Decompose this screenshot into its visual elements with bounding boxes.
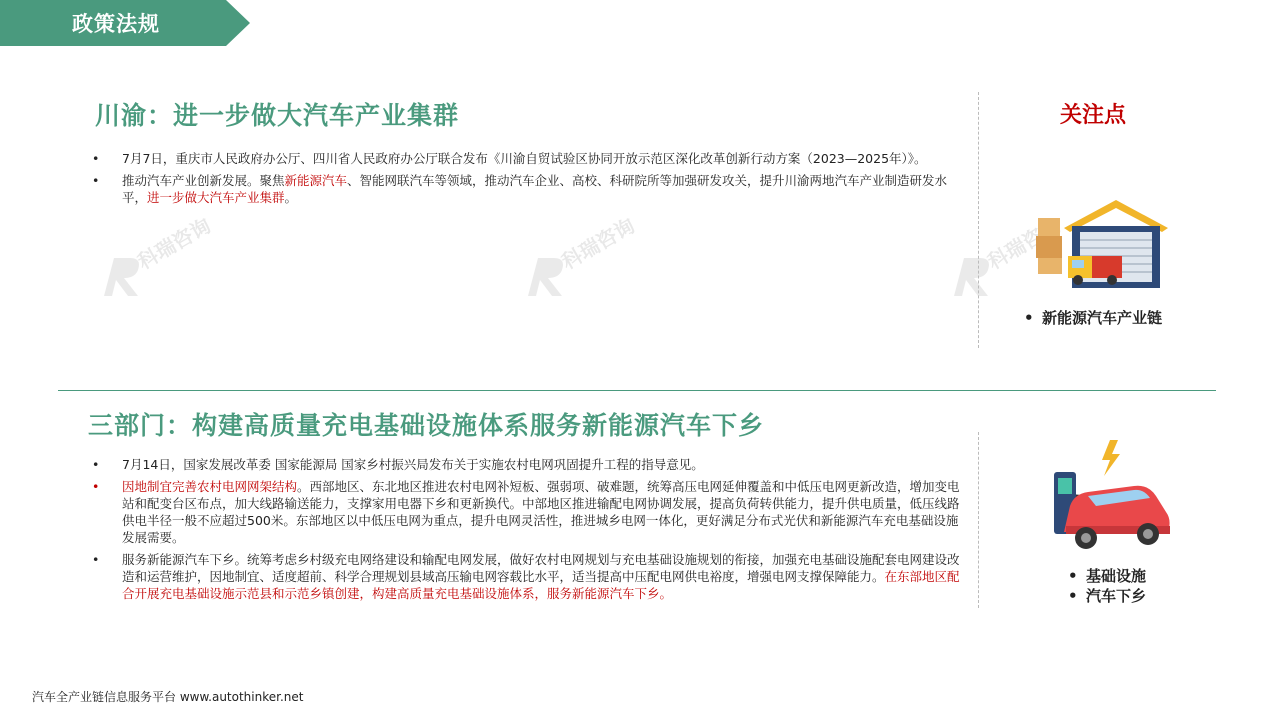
bullet-dot: • <box>1068 567 1078 585</box>
list-item <box>1068 586 1146 606</box>
section2-tag-list <box>1068 566 1146 606</box>
keri-logo-icon <box>950 252 996 298</box>
vertical-divider <box>978 432 979 608</box>
highlight-text: 因地制宜完善农村电网网架结构 <box>122 479 298 494</box>
highlight-text: 新能源汽车 <box>284 173 348 188</box>
list-item <box>92 551 964 602</box>
keri-logo-icon <box>524 252 570 298</box>
section2-title: 三部门：构建高质量充电基础设施体系服务新能源汽车下乡 <box>88 411 765 440</box>
bullet-dot: • <box>92 552 100 567</box>
section1-bullet-list <box>92 150 968 211</box>
list-item <box>1068 566 1146 586</box>
section2-bullet-list <box>92 456 964 607</box>
list-item <box>92 172 968 206</box>
bullet-text: 。西部地区、东北地区推进农村电网补短板、强弱项、破难题，统筹高压电网延伸覆盖和中低压电网更新改造，增加变电站和配变台区布点，加大线路输送能力，支撑家用电器下乡和更新换代。中部地区推进输配电网协调发展，提高负荷转供能力，提升供电质量，低压线路供电半径一般不应超过500米。东部地区以中低压电网为重点，提升电网灵活性，推进城乡电网一体化，更好满足分布式光伏和新能源汽车充电基础设施发展需要。 <box>122 479 960 545</box>
footer-text: 汽车全产业链信息服务平台 www.autothinker.net <box>32 690 304 704</box>
list-item <box>1024 308 1162 328</box>
ev-charging-car-icon <box>1048 436 1174 556</box>
list-item <box>92 150 968 167</box>
vertical-divider <box>978 92 979 348</box>
list-item <box>92 456 964 473</box>
highlight-text: 在东部地区配合开展充电基础设施示范县和示范乡镇创建，构建高质量充电基础设施体系，服务新能源汽车下乡。 <box>122 569 960 601</box>
page-title: 政策法规 <box>72 12 160 36</box>
highlight-text: 进一步做大汽车产业集群 <box>147 190 285 205</box>
bullet-text: 7月7日，重庆市人民政府办公厅、四川省人民政府办公厅联合发布《川渝自贸试验区协同开放示范区深化改革创新行动方案（2023—2025年）》。 <box>122 151 927 166</box>
bullet-dot: • <box>92 457 100 472</box>
bullet-dot: • <box>92 479 100 494</box>
bullet-dot: • <box>1068 587 1078 605</box>
tag-text: 汽车下乡 <box>1086 587 1147 605</box>
bullet-text: 服务新能源汽车下乡。统筹考虑乡村级充电网络建设和输配电网发展，做好农村电网规划与充电基础设施规划的衔接，加强充电基础设施配套电网建设改造和运营维护，因地制宜、适度超前、科学合理规划县域高压输电网容载比水平，适当提高中压配电网供电裕度，增强电网支撑保障能力。 <box>122 552 960 584</box>
section1-tag-list <box>1024 308 1162 328</box>
section1-title: 川渝：进一步做大汽车产业集群 <box>95 101 460 130</box>
tag-text: 基础设施 <box>1086 567 1147 585</box>
bullet-text: 7月14日，国家发展改革委 国家能源局 国家乡村振兴局发布关于实施农村电网巩固提升工程的指导意见。 <box>122 457 704 472</box>
bullet-dot: • <box>1024 309 1034 327</box>
focus-title: 关注点 <box>1060 103 1127 128</box>
bullet-dot: • <box>92 173 100 188</box>
section-divider <box>58 390 1216 391</box>
list-item <box>92 478 964 546</box>
bullet-dot: • <box>92 151 100 166</box>
warehouse-truck-icon <box>1034 196 1168 292</box>
tag-text: 新能源汽车产业链 <box>1042 309 1163 327</box>
bullet-text: 。 <box>284 190 298 205</box>
keri-logo-icon <box>100 252 146 298</box>
bullet-text: 、智能网联汽车等领域，推动汽车企业、高校、科研院所等加强研发攻关，提升川渝两地汽车产业制造研发水平， <box>122 173 948 205</box>
bullet-text: 推动汽车产业创新发展。聚焦 <box>122 173 285 188</box>
